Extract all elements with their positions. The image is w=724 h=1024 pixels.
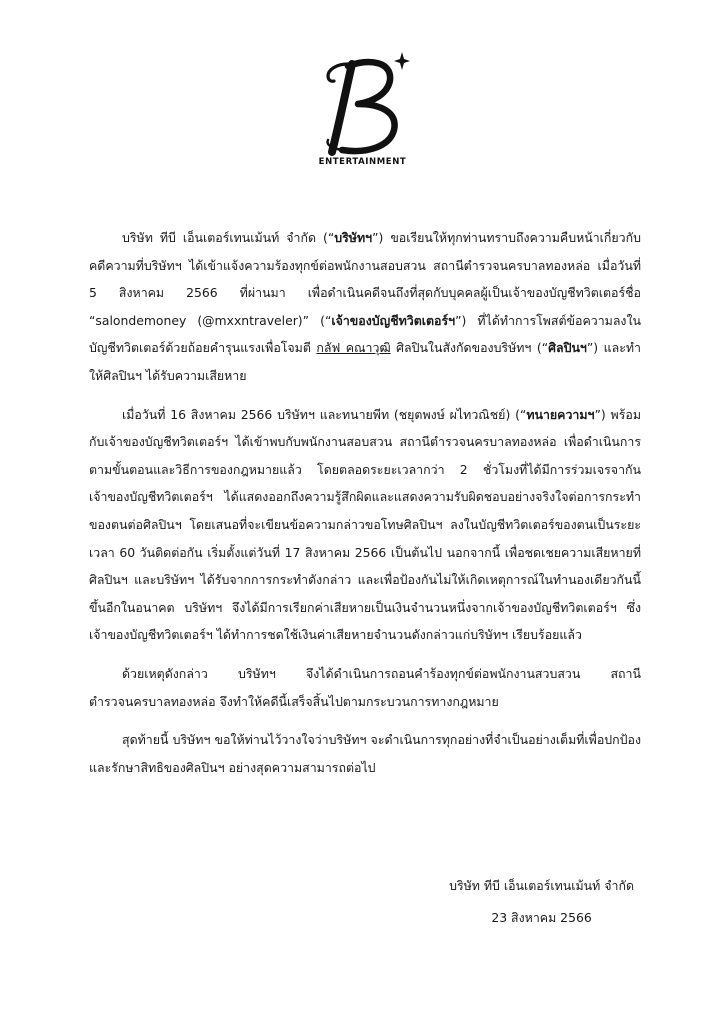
paragraph (89, 660, 641, 715)
paragraph (89, 726, 641, 781)
logo-wordmark: ENTERTAINMENT (318, 157, 407, 167)
defined-term: เจ้าของบัญชีทวิตเตอร์ฯ (331, 312, 456, 328)
signature-company: บริษัท ทีบี เอ็นเตอร์เทนเม้นท์ จำกัด (449, 878, 634, 893)
text-run: ”) และทำให้ศิลปินฯ ได้รับความเสียหาย (89, 340, 641, 383)
defined-term: ศิลปินฯ (548, 340, 587, 356)
logo-b-mark (318, 50, 410, 162)
defined-term: บริษัทฯ (334, 230, 373, 245)
defined-term: ทนายความฯ (526, 406, 595, 422)
text-run: เมื่อวันที่ 16 สิงหาคม 2566 บริษัทฯ และทนายพีท (ชยุตพงษ์ ผไทวณิชย์) (“ (122, 406, 527, 422)
text-run: บริษัท ทีบี เอ็นเตอร์เทนเม้นท์ จำกัด (“ (122, 230, 335, 245)
text-run: สุดท้ายนี้ บริษัทฯ ขอให้ท่านไว้วางใจว่าบริษัทฯ จะดำเนินการทุกอย่างที่จำเป็นอย่างเต็มที่เพื่อปกป้องและรักษาสิทธิของศิลปินฯ อย่างสุดความสามารถต่อไป (89, 732, 641, 775)
sparkle-icon (394, 52, 410, 70)
text-run: ”) ขอเรียนให้ทุกท่านทราบถึงความคืบหน้าเกี่ยวกับคดีความที่บริษัทฯ ได้เข้าแจ้งความร้องทุกข์ต่อพนักงานสอบสวน สถานีตำรวจนครบาลทองหล่อ เมื่อวันที่ 5 สิงหาคม 2566 ที่ผ่านมา เพื่อดำเนินคดีจนถึงที่สุดกับบุคคลผู้เป็นเจ้าของบัญชีทวิตเตอร์ชื่อ “salondemoney (@mxxntraveler)” (“ (89, 230, 641, 328)
text-run: ”) ที่ได้ทำการโพสต์ข้อความลงในบัญชีทวิตเตอร์ด้วยถ้อยคำรุนแรงเพื่อโจมตี (89, 312, 641, 356)
text-run: ด้วยเหตุดังกล่าว บริษัทฯ จึงได้ดำเนินการถอนคำร้องทุกข์ต่อพนักงานสวบสวน สถานีตำรวจนครบาลทองหล่อ จึงทำให้คดีนี้เสร็จสิ้นไปตามกระบวนการทางกฎหมาย (89, 665, 641, 709)
signature-block (449, 870, 634, 934)
announcement-body (89, 224, 641, 781)
company-logo (300, 50, 425, 180)
artist-name: กลัฟ คณาวุฒิ (316, 340, 391, 356)
text-run: ”) พร้อมกับเจ้าของบัญชีทวิตเตอร์ฯ ได้เข้าพบกับพนักงานสอบสวน สถานีตำรวจนครบาลทองหล่อ เพื่อดำเนินการตามขั้นตอนและวิธีการของกฎหมายแล้ว โดยตลอดระยะเวลากว่า 2 ชั่วโมงที่ได้มีการร่วมเจรจากัน เจ้าของบัญชีทวิตเตอร์ฯ ได้แสดงออกถึงความรู้สึกผิดและแสดงความรับผิดชอบอย่างจริงใจต่อการกระทำของตนต่อศิลปินฯ โดยเสนอที่จะเขียนข้อความกล่าวขอโทษศิลปินฯ ลงในบัญชีทวิตเตอร์ของตนเป็นระยะเวลา 60 วันติดต่อกัน เริ่มตั้งแต่วันที่ 17 สิงหาคม 2566 เป็นต้นไป นอกจากนี้ เพื่อชดเชยความเสียหายที่ศิลปินฯ และบริษัทฯ ได้รับจากการกระทำดังกล่าว และเพื่อป้องกันไม่ให้เกิดเหตุการณ์ในทำนองเดียวกันนี้ขึ้นอีกในอนาคต บริษัทฯ จึงได้มีการเรียกค่าเสียหายเป็นเงินจำนวนหนึ่งจากเจ้าของบัญชีทวิตเตอร์ฯ ซึ่งเจ้าของบัญชีทวิตเตอร์ฯ ได้ทำการชดใช้เงินค่าเสียหายจำนวนดังกล่าวแก่บริษัทฯ เรียบร้อยแล้ว (89, 406, 641, 643)
paragraph (89, 401, 641, 649)
signature-date: 23 สิงหาคม 2566 (491, 910, 592, 925)
text-run: ศิลปินในสังกัดของบริษัทฯ (“ (390, 340, 549, 356)
paragraph (89, 224, 641, 390)
